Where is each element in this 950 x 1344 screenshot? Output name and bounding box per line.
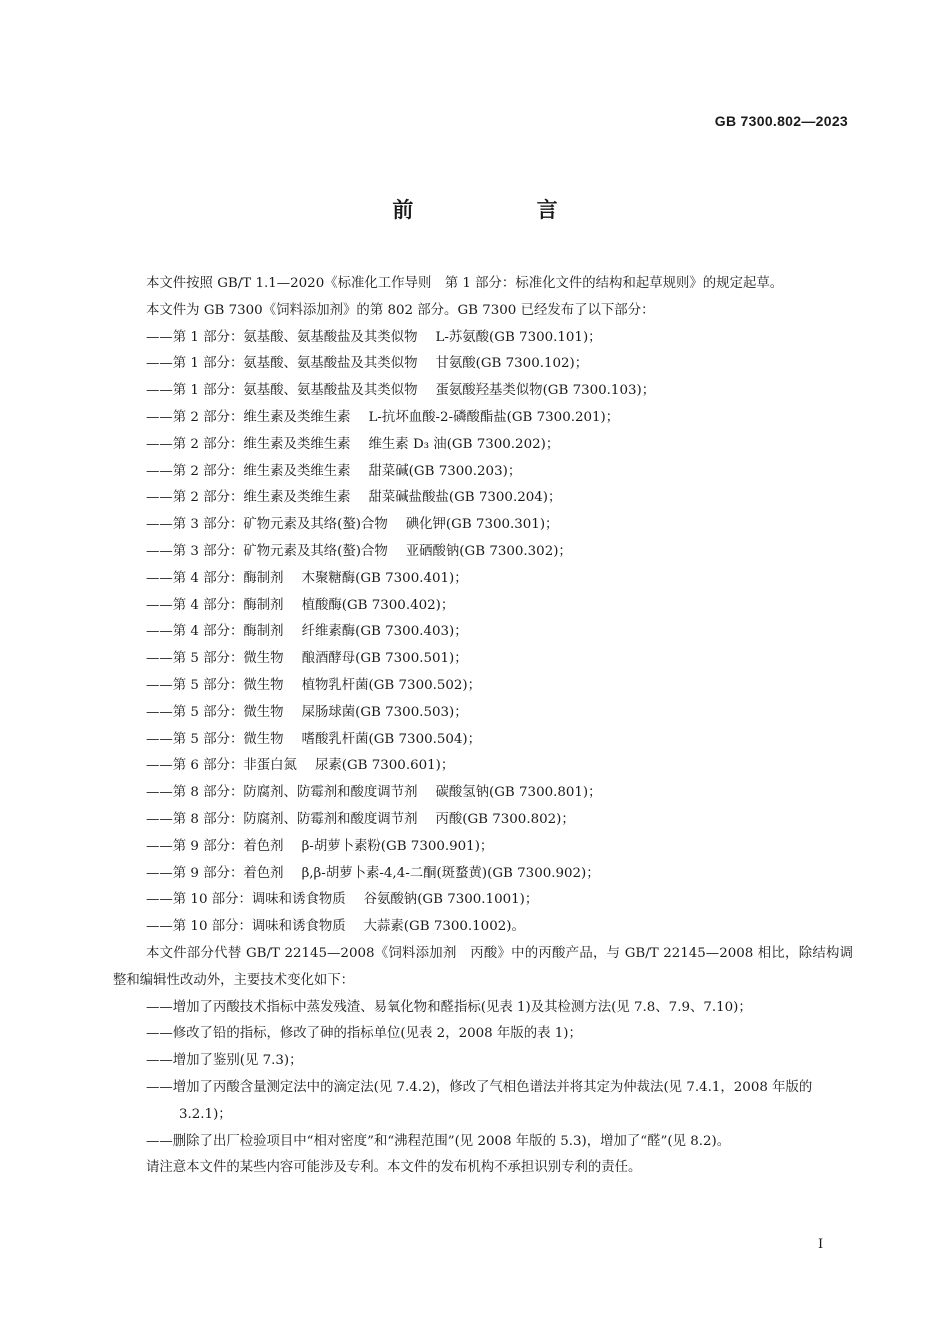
list-item: [113, 700, 853, 727]
part-name: 亚硒酸钠(GB 7300.302)；: [405, 543, 572, 559]
part-category: ——第 2 部分：维生素及类维生素: [146, 409, 351, 425]
part-category: ——第 4 部分：酶制剂: [146, 597, 284, 613]
part-category: ——第 1 部分：氨基酸、氨基酸盐及其类似物: [146, 329, 418, 345]
parts-list: [113, 325, 853, 941]
part-category: ——第 1 部分：氨基酸、氨基酸盐及其类似物: [146, 383, 418, 399]
part-category: ——第 4 部分：酶制剂: [146, 570, 284, 586]
list-item: [113, 673, 853, 700]
part-name: 大蒜素(GB 7300.1002)。: [363, 919, 525, 935]
part-name: 屎肠球菌(GB 7300.503)；: [301, 704, 468, 720]
part-category: ——第 3 部分：矿物元素及其络(螯)合物: [146, 543, 388, 559]
part-category: ——第 2 部分：维生素及类维生素: [146, 436, 351, 452]
list-item: ——修改了铅的指标，修改了砷的指标单位(见表 2，2008 年版的表 1)；: [146, 1026, 582, 1042]
list-item: [113, 780, 853, 807]
patent-note: 请注意本文件的某些内容可能涉及专利。本文件的发布机构不承担识别专利的责任。: [146, 1160, 642, 1176]
part-category: ——第 9 部分：着色剂: [146, 865, 284, 881]
list-item: [113, 593, 853, 620]
part-category: ——第 8 部分：防腐剂、防霉剂和酸度调节剂: [146, 811, 418, 827]
part-category: ——第 2 部分：维生素及类维生素: [146, 490, 351, 506]
intro-paragraph-1: 本文件按照 GB/T 1.1—2020《标准化工作导则 第 1 部分：标准化文件的结构和起草规则》的规定起草。: [146, 276, 784, 291]
part-category: ——第 5 部分：微生物: [146, 651, 284, 667]
list-item: [113, 351, 853, 378]
part-name: 甘氨酸(GB 7300.102)；: [435, 356, 589, 372]
list-item: [113, 378, 853, 405]
page-number: Ⅰ: [818, 1237, 824, 1252]
list-item: [113, 914, 853, 941]
list-item: ——增加了丙酸技术指标中蒸发残渣、易氧化物和醛指标(见表 1)及其检测方法(见 7.8、7.9、7.10)；: [146, 999, 752, 1015]
list-item: [113, 485, 853, 512]
list-item: [113, 539, 853, 566]
part-name: 碘化钾(GB 7300.301)；: [405, 517, 559, 533]
part-name: 丙酸(GB 7300.802)；: [435, 811, 575, 827]
list-item: [113, 861, 853, 888]
part-name: β,β-胡萝卜素-4,4-二酮(斑蝥黄)(GB 7300.902)；: [301, 865, 600, 881]
part-name: L-苏氨酸(GB 7300.101)；: [435, 329, 602, 345]
list-item: [113, 405, 853, 432]
part-name: L-抗坏血酸-2-磷酸酯盐(GB 7300.201)；: [368, 409, 620, 425]
part-category: ——第 10 部分：调味和诱食物质: [146, 919, 346, 935]
part-name: 酿酒酵母(GB 7300.501)；: [301, 651, 468, 667]
list-item: [113, 727, 853, 754]
foreword-body: [113, 271, 853, 1182]
changes-list: [113, 995, 853, 1156]
list-item: [113, 646, 853, 673]
list-item: [113, 459, 853, 486]
list-item: [113, 325, 853, 352]
list-item: [113, 432, 853, 459]
list-item: [113, 807, 853, 834]
list-item: [113, 512, 853, 539]
list-item: ——增加了丙酸含量测定法中的滴定法(见 7.4.2)，修改了气相色谱法并将其定为仲裁法(见 7.4.1，2008 年版的 3.2.1)；: [146, 1079, 813, 1122]
part-category: ——第 5 部分：微生物: [146, 704, 284, 720]
part-name: 碳酸氢钠(GB 7300.801)；: [435, 785, 602, 801]
intro-paragraph-2: 本文件为 GB 7300《饲料添加剂》的第 802 部分。GB 7300 已经发布了以下部分：: [146, 302, 655, 318]
list-item: [113, 887, 853, 914]
part-name: 嗜酸乳杆菌(GB 7300.504)；: [301, 731, 482, 747]
list-item: ——增加了鉴别(见 7.3)；: [146, 1053, 303, 1069]
replacement-paragraph: 本文件部分代替 GB/T 22145—2008《饲料添加剂 丙酸》中的丙酸产品，与 GB/T 22145—2008 相比，除结构调整和编辑性改动外，主要技术变化如下：: [113, 945, 853, 988]
part-category: ——第 6 部分：非蛋白氮: [146, 758, 297, 774]
part-name: 维生素 D₃ 油(GB 7300.202)；: [368, 436, 560, 452]
part-category: ——第 10 部分：调味和诱食物质: [146, 892, 346, 908]
list-item: [113, 834, 853, 861]
part-category: ——第 3 部分：矿物元素及其络(螯)合物: [146, 517, 388, 533]
part-name: 纤维素酶(GB 7300.403)；: [301, 624, 468, 640]
standard-code: GB 7300.802—2023: [714, 113, 848, 129]
page-title: 前 言: [392, 198, 616, 222]
part-name: 木聚糖酶(GB 7300.401)；: [301, 570, 468, 586]
part-name: 植物乳杆菌(GB 7300.502)；: [301, 677, 482, 693]
part-category: ——第 5 部分：微生物: [146, 731, 284, 747]
part-category: ——第 2 部分：维生素及类维生素: [146, 463, 351, 479]
list-item: [113, 619, 853, 646]
part-name: 谷氨酸钠(GB 7300.1001)；: [363, 892, 539, 908]
part-name: 甜菜碱盐酸盐(GB 7300.204)；: [368, 490, 562, 506]
part-name: β-胡萝卜素粉(GB 7300.901)；: [301, 838, 494, 854]
part-category: ——第 1 部分：氨基酸、氨基酸盐及其类似物: [146, 356, 418, 372]
part-name: 蛋氨酸羟基类似物(GB 7300.103)；: [435, 383, 656, 399]
part-category: ——第 5 部分：微生物: [146, 677, 284, 693]
part-category: ——第 4 部分：酶制剂: [146, 624, 284, 640]
list-item: [113, 753, 853, 780]
list-item: ——删除了出厂检验项目中“相对密度”和“沸程范围”(见 2008 年版的 5.3)，增加了“醛”(见 8.2)。: [146, 1133, 731, 1149]
list-item: [113, 566, 853, 593]
part-name: 尿素(GB 7300.601)；: [314, 758, 455, 774]
part-category: ——第 9 部分：着色剂: [146, 838, 284, 854]
part-name: 植酸酶(GB 7300.402)；: [301, 597, 455, 613]
part-category: ——第 8 部分：防腐剂、防霉剂和酸度调节剂: [146, 785, 418, 801]
part-name: 甜菜碱(GB 7300.203)；: [368, 463, 522, 479]
